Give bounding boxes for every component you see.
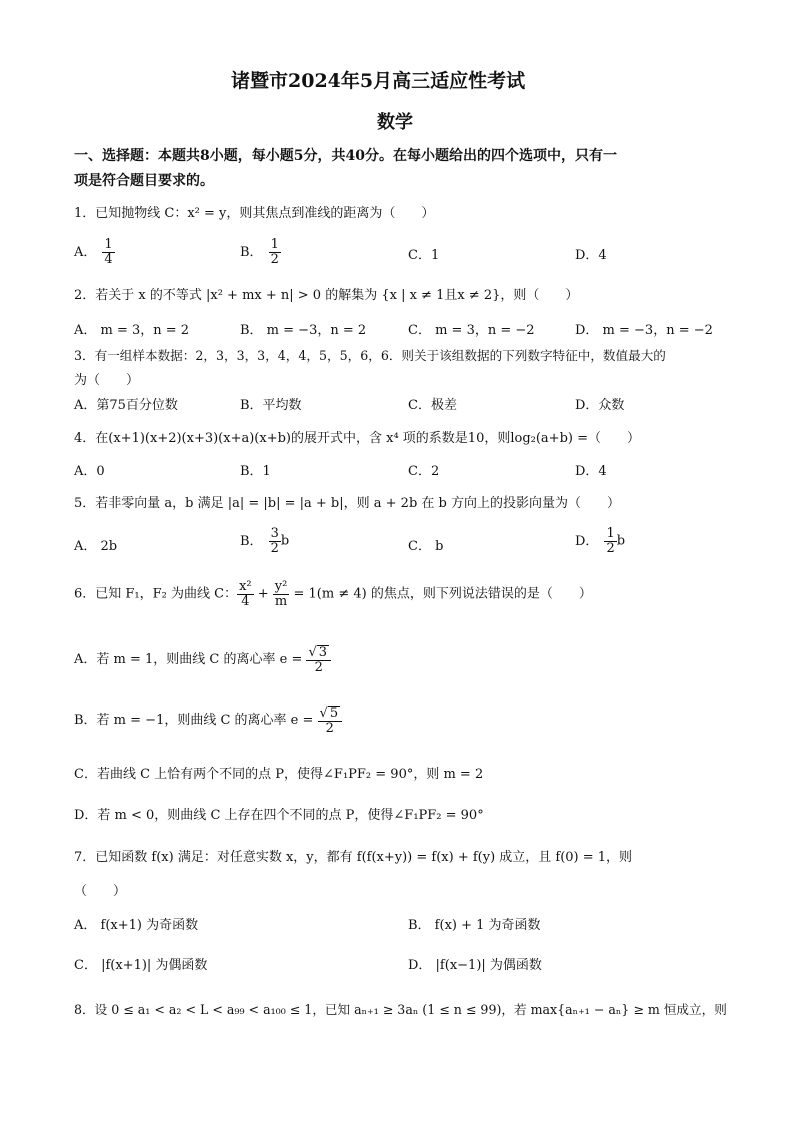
- section-instructions-line1: 一、选择题：本题共8小题，每小题5分，共40分。在每小题给出的四个选项中，只有一: [74, 148, 617, 164]
- numerator: [306, 645, 331, 661]
- fraction-sqrt3-over-2: [306, 645, 331, 674]
- question-5-option-b: [240, 527, 289, 555]
- option-label: A．: [74, 244, 97, 260]
- fraction: [269, 527, 281, 555]
- question-7-stem-line1: 7．已知函数 f(x) 满足：对任意实数 x，y，都有 f(f(x+y)) = f(x) + f(y) 成立，且 f(0) = 1，则: [74, 850, 633, 865]
- denominator: 2: [270, 540, 279, 556]
- question-2-option-d: D． m = −3，n = −2: [575, 323, 713, 338]
- question-6-option-d: D．若 m < 0，则曲线 C 上存在四个不同的点 P，使得∠F₁PF₂ = 90°: [74, 808, 484, 823]
- subject-title: 数学: [377, 112, 413, 133]
- question-6-option-c: C．若曲线 C 上恰有两个不同的点 P，使得∠F₁PF₂ = 90°，则 m = 2: [74, 767, 484, 782]
- fraction: [269, 238, 281, 266]
- question-1-option-a: [74, 238, 115, 266]
- numerator: 1: [270, 237, 279, 252]
- question-3-stem-line1: 3．有一组样本数据：2，3，3，3，4，4，5，5，6，6．则关于该组数据的下列数字特征中，数值最大的: [74, 348, 666, 363]
- question-1-stem: 1．已知抛物线 C：x² = y，则其焦点到准线的距离为（ ）: [74, 206, 435, 221]
- question-2-stem: 2．若关于 x 的不等式 |x² + mx + n| > 0 的解集为 {x | x ≠ 1且x ≠ 2}，则（ ）: [74, 288, 579, 303]
- question-2-option-b: B． m = −3，n = 2: [240, 323, 367, 338]
- denominator: 2: [325, 720, 334, 736]
- vector-b: b: [616, 533, 626, 549]
- question-7-option-b: B． f(x) + 1 为奇函数: [408, 918, 541, 933]
- question-1-option-b: [240, 238, 281, 266]
- question-5-option-c: C． b: [408, 539, 444, 554]
- radicand: 3: [318, 645, 328, 660]
- numerator: [318, 706, 343, 722]
- fraction: [102, 238, 114, 266]
- question-1-option-d: D．4: [575, 248, 607, 263]
- exam-title: 诸暨市2024年5月高三适应性考试: [231, 70, 526, 92]
- option-label: B．: [240, 244, 263, 260]
- question-2-option-a: A． m = 3，n = 2: [74, 323, 190, 338]
- numerator: 1: [104, 237, 113, 252]
- denominator: 4: [241, 593, 250, 609]
- question-3-option-c: C．极差: [408, 398, 457, 413]
- question-4-option-d: D．4: [575, 464, 607, 479]
- question-2-option-c: C． m = 3，n = −2: [408, 323, 535, 338]
- fraction-sqrt5-over-2: [318, 706, 343, 735]
- question-5-option-a: A． 2b: [74, 539, 118, 554]
- question-3-option-d: D．众数: [575, 398, 625, 413]
- question-4-stem: 4．在(x+1)(x+2)(x+3)(x+a)(x+b)的展开式中，含 x⁴ 项的系数是10，则log₂(a+b) =（ ）: [74, 431, 640, 446]
- question-7-option-c: C． |f(x+1)| 为偶函数: [74, 958, 208, 973]
- option-text: A．若 m = 1，则曲线 C 的离心率 e =: [74, 652, 307, 668]
- question-5-option-d: [575, 527, 625, 555]
- question-7-stem-line2: （ ）: [74, 884, 127, 899]
- radicand: 5: [329, 706, 339, 721]
- question-7-option-a: A． f(x+1) 为奇函数: [74, 918, 199, 933]
- denominator: 4: [104, 251, 113, 267]
- question-4-option-c: C．2: [408, 464, 440, 479]
- question-3-option-a: A．第75百分位数: [74, 398, 178, 413]
- denominator: 2: [270, 251, 279, 267]
- denominator: 2: [314, 659, 323, 675]
- sqrt-symbol: √: [308, 645, 317, 660]
- question-3-option-b: B．平均数: [240, 398, 302, 413]
- question-7-option-d: D． |f(x−1)| 为偶函数: [408, 958, 542, 973]
- question-3-stem-line2: 为（ ）: [74, 373, 140, 388]
- fraction: [604, 527, 616, 555]
- plus-sign: +: [253, 586, 273, 602]
- question-5-stem: 5．若非零向量 a，b 满足 |a| = |b| = |a + b|，则 a + 2b 在 b 方向上的投影向量为（ ）: [74, 496, 620, 511]
- numerator: x²: [239, 579, 252, 594]
- question-1-option-c: C．1: [408, 248, 440, 263]
- fraction-y2-over-m: [273, 580, 290, 608]
- option-label: D．: [575, 533, 599, 549]
- option-label: B．: [240, 533, 263, 549]
- vector-b: b: [280, 533, 290, 549]
- question-6-stem: [74, 580, 592, 608]
- stem-prefix: 6．已知 F₁，F₂ 为曲线 C：: [74, 586, 238, 602]
- denominator: m: [274, 593, 288, 609]
- fraction-x2-over-4: [237, 580, 254, 608]
- question-6-option-b: [74, 706, 342, 735]
- section-instructions-line2: 项是符合题目要求的。: [74, 173, 214, 189]
- numerator: y²: [274, 579, 288, 594]
- numerator: 1: [606, 526, 615, 541]
- stem-suffix: = 1(m ≠ 4) 的焦点，则下列说法错误的是（ ）: [289, 586, 592, 602]
- question-6-option-a: [74, 645, 331, 674]
- option-text: B．若 m = −1，则曲线 C 的离心率 e =: [74, 713, 318, 729]
- sqrt-symbol: √: [319, 706, 328, 721]
- denominator: 2: [606, 540, 615, 556]
- numerator: 3: [270, 526, 279, 541]
- question-4-option-b: B．1: [240, 464, 271, 479]
- question-4-option-a: A．0: [74, 464, 105, 479]
- question-8-stem: 8．设 0 ≤ a₁ < a₂ < L < a₉₉ < a₁₀₀ ≤ 1，已知 aₙ₊₁ ≥ 3aₙ (1 ≤ n ≤ 99)，若 max{aₙ₊₁ − aₙ} ≥ m 恒成立，则: [74, 1002, 727, 1017]
